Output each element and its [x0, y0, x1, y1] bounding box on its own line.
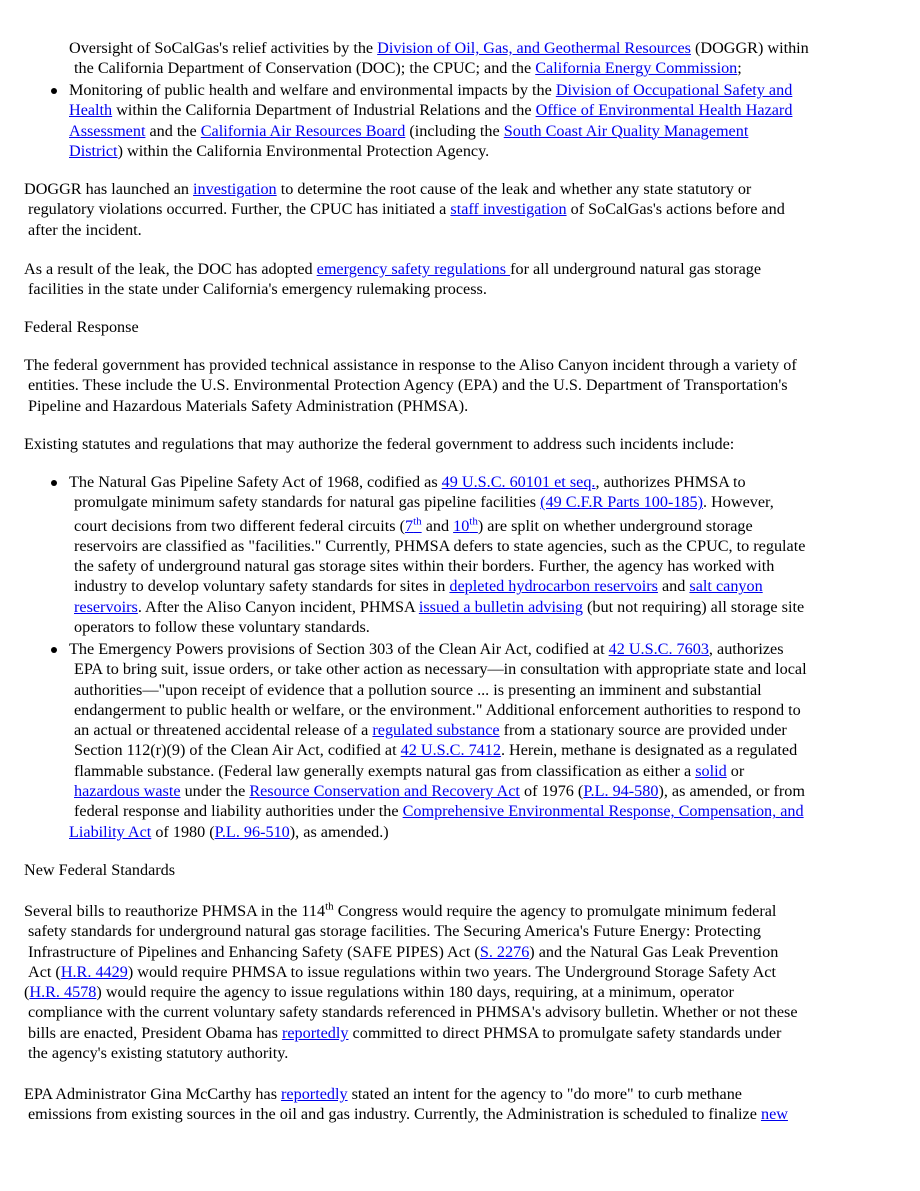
link-pl-96-510[interactable]: P.L. 96-510 — [214, 822, 290, 841]
link-depleted-reservoirs[interactable]: depleted hydrocarbon reservoirs — [449, 577, 658, 596]
link-s-2276[interactable]: S. 2276 — [479, 942, 530, 961]
link-solid[interactable]: solid — [695, 761, 727, 780]
link-bulletin[interactable]: issued a bulletin advising — [418, 597, 583, 616]
paragraph-epa-methane: EPA Administrator Gina McCarthy has reportedly stated an intent for the agency to "do more" to curb methane emissions from existing sources in the oil and gas industry. Currently, the Administration is scheduled to finalize new — [24, 1085, 788, 1124]
link-oehha[interactable]: Office of Environmental Health Hazard — [535, 101, 793, 120]
link-osha-division-cont[interactable]: Health — [69, 101, 113, 120]
paragraph-reauthorization-bills: Several bills to reauthorize PHMSA in the 114th Congress would require the agency to promulgate minimum federal safety standards for underground natural gas storage facilities. The Securing America's Future Energy: Protecting Infrastructure of Pipelines and Enhancing Safety (SAFE PIPES) Act (S. 2276) and the Natural Gas Leak Prevention Act (H.R. 4429) would require PHMSA to issue regulations within two years. The Underground Storage Safety Act (H.R. 4578) would require the agency to issue regulations within 180 days, requiring, at a minimum, operator compliance with the current voluntary safety standards referenced in PHMSA's advisory bulletin. Whether or not these bills are enacted, President Obama has reportedly committed to direct PHMSA to promulgate safety standards under the agency's existing statutory authority. — [24, 900, 798, 1063]
link-10th-circuit[interactable]: 10th — [453, 515, 478, 535]
bullet-icon — [51, 647, 57, 653]
link-staff-investigation[interactable]: staff investigation — [450, 200, 567, 219]
link-hr-4429[interactable]: H.R. 4429 — [60, 962, 128, 981]
bullet-icon — [51, 88, 57, 94]
link-reportedly-obama[interactable]: reportedly — [281, 1023, 349, 1042]
link-energy-commission[interactable]: California Energy Commission — [535, 59, 738, 78]
link-investigation[interactable]: investigation — [193, 180, 277, 198]
heading-federal-response: Federal Response — [24, 318, 139, 336]
link-salt-canyon-cont[interactable]: reservoirs — [74, 597, 138, 616]
link-pl-94-580[interactable]: P.L. 94-580 — [583, 782, 659, 801]
bullet-icon — [51, 480, 57, 486]
paragraph-statutes-intro: Existing statutes and regulations that may authorize the federal government to address such incidents include: — [24, 435, 735, 453]
link-49-cfr[interactable]: (49 C.F.R Parts 100-185) — [540, 493, 704, 512]
link-42-usc-7603[interactable]: 42 U.S.C. 7603 — [608, 640, 709, 658]
paragraph-doc-regulations: As a result of the leak, the DOC has adopted emergency safety regulations for all underground natural gas storage facilities in the state under California's emergency rulemaking process. — [24, 260, 762, 299]
link-aqmd-cont[interactable]: District — [69, 141, 118, 160]
paragraph-federal-assistance: The federal government has provided technical assistance in response to the Aliso Canyon incident through a variety of entities. These include the U.S. Environmental Protection Agency (EPA) and the U.S. Department of Transportation's Pipeline and Hazardous Materials Safety Administration (PHMSA). — [24, 356, 797, 415]
list-item-clean-air-act: The Emergency Powers provisions of Section 303 of the Clean Air Act, codified at 42 U.S.C. 7603, authorizes EPA to bring suit, issue orders, or take other action as necessary—in consultation with appropriate state and local authorities—"upon receipt of evidence that a pollution source ... is presenting an imminent and substantial endangerment to public health or welfare, or the environment." Additional enforcement authorities to respond to an actual or threatened accidental release of a regulated substance from a stationary source are provided under Section 112(r)(9) of the Clean Air Act, codified at 42 U.S.C. 7412. Herein, methane is designated as a regulated flammable substance. (Federal law generally exempts natural gas from classification as either a solid or hazardous waste under the Resource Conservation and Recovery Act of 1976 (P.L. 94-580), as amended, or from federal response and liability authorities under the Comprehensive Environmental Response, Compensation, and Liability Act of 1980 (P.L. 96-510), as amended.) — [69, 639, 900, 842]
link-osha-division[interactable]: Division of Occupational Safety and — [555, 81, 793, 99]
list-item-pipeline-safety-act: The Natural Gas Pipeline Safety Act of 1968, codified as 49 U.S.C. 60101 et seq., authorizes PHMSA to promulgate minimum safety standards for natural gas pipeline facilities (49 C.F.R Parts 100-185). However, court decisions from two different federal circuits (7th and 10th) are split on whether underground storage reservoirs are classified as "facilities." Currently, PHMSA defers to state agencies, such as the CPUC, to regulate the safety of underground natural gas storage sites within their borders. Further, the agency has worked with industry to develop voluntary safety standards for sites in depleted hydrocarbon reservoirs and salt canyon reservoirs. After the Aliso Canyon incident, PHMSA issued a bulletin advising (but not requiring) all storage site operators to follow these voluntary standards. — [69, 472, 900, 637]
link-hr-4578[interactable]: H.R. 4578 — [29, 983, 97, 1002]
link-new-rules[interactable]: new — [760, 1105, 788, 1124]
link-aqmd[interactable]: South Coast Air Quality Management — [503, 121, 749, 140]
paragraph-doggr-investigation: DOGGR has launched an investigation to determine the root cause of the leak and whether any state statutory or regulatory violations occurred. Further, the CPUC has initiated a staff investigation of SoCalGas's actions before and after the incident. — [24, 180, 785, 239]
list-item-doggr-oversight: Oversight of SoCalGas's relief activities by the Division of Oil, Gas, and Geothermal Resources (DOGGR) within the California Department of Conservation (DOC); the CPUC; and the California Energy Commission; — [69, 39, 809, 78]
link-emergency-regulations[interactable]: emergency safety regulations — [316, 260, 511, 278]
link-reportedly-epa[interactable]: reportedly — [281, 1085, 348, 1103]
link-7th-circuit[interactable]: 7th — [404, 515, 422, 535]
link-hazardous-waste[interactable]: hazardous waste — [74, 782, 181, 801]
link-42-usc-7412[interactable]: 42 U.S.C. 7412 — [400, 741, 501, 760]
link-salt-canyon[interactable]: salt canyon — [689, 577, 763, 596]
link-49-usc-60101[interactable]: 49 U.S.C. 60101 et seq. — [441, 473, 596, 491]
link-cercla[interactable]: Comprehensive Environmental Response, Compensation, and — [402, 802, 804, 821]
link-cercla-cont[interactable]: Liability Act — [69, 822, 152, 841]
link-regulated-substance[interactable]: regulated substance — [372, 721, 500, 740]
link-carb[interactable]: California Air Resources Board — [200, 121, 406, 140]
link-doggr[interactable]: Division of Oil, Gas, and Geothermal Resources — [377, 39, 691, 57]
heading-new-federal-standards: New Federal Standards — [24, 861, 176, 879]
link-rcra[interactable]: Resource Conservation and Recovery Act — [249, 782, 520, 801]
list-item-health-monitoring: Monitoring of public health and welfare and environmental impacts by the Division of Occupational Safety and Health within the California Department of Industrial Relations and the Office of Environmental Health Hazard Assessment and the California Air Resources Board (including the South Coast Air Quality Management District) within the California Environmental Protection Agency. — [69, 80, 900, 161]
link-oehha-cont[interactable]: Assessment — [69, 121, 146, 140]
